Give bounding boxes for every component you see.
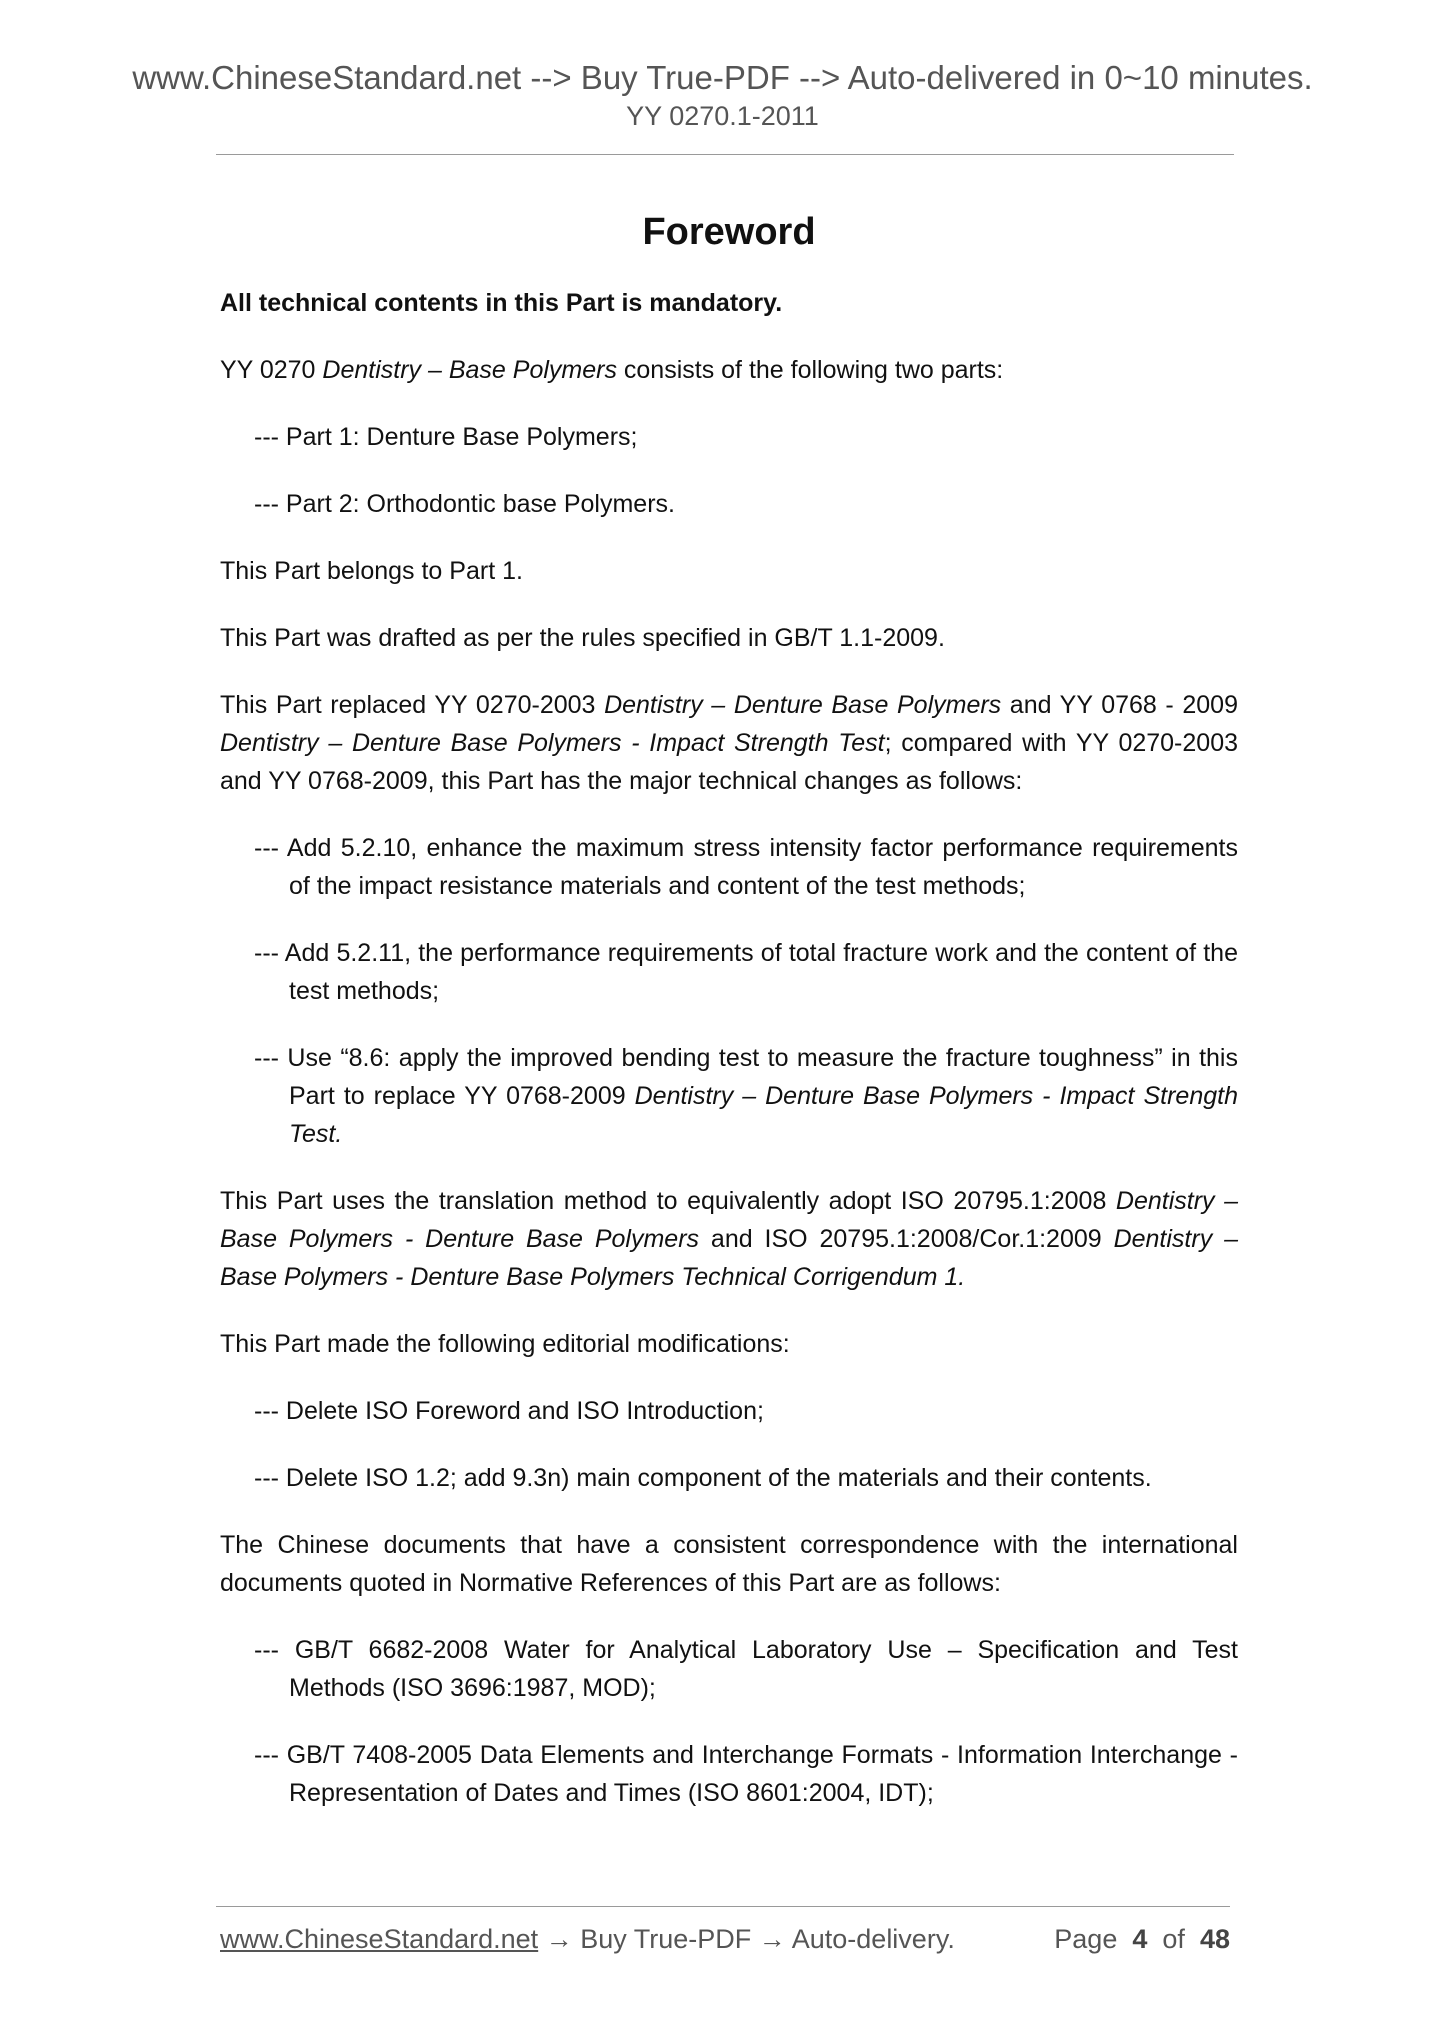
replaced-paragraph: This Part replaced YY 0270-2003 Dentistry – Denture Base Polymers and YY 0768 - 2009 Dentistry – Denture Base Polymers - Impact Strength Test; compared with YY 0270-2003 and YY 0768-2009, this Part has the major technical changes as follows:: [220, 691, 1238, 795]
drafted-paragraph: This Part was drafted as per the rules specified in GB/T 1.1-2009.: [220, 624, 945, 652]
page-header: [0, 58, 1445, 132]
reference-list-item: --- GB/T 6682-2008 Water for Analytical Laboratory Use – Specification and Test Methods (ISO 3696:1987, MOD);: [254, 1636, 1238, 1702]
footer-divider: [216, 1906, 1230, 1907]
iso-adoption-paragraph: This Part uses the translation method to equivalently adopt ISO 20795.1:2008 Dentistry – Base Polymers - Denture Base Polymers and ISO 20795.1:2008/Cor.1:2009 Dentistry – Base Polymers - Denture Base Polymers Technical Corrigendum 1.: [220, 1187, 1238, 1291]
editorial-list-item: --- Delete ISO 1.2; add 9.3n) main component of the materials and their contents.: [254, 1464, 1152, 1492]
footer-promo-text: → Buy True-PDF → Auto-delivery.: [538, 1924, 955, 1954]
part-list-item: --- Part 2: Orthodontic base Polymers.: [254, 490, 675, 518]
part-list-item: --- Part 1: Denture Base Polymers;: [254, 423, 638, 451]
editorial-list-item: --- Delete ISO Foreword and ISO Introduction;: [254, 1397, 764, 1425]
header-divider: [216, 154, 1234, 155]
belongs-paragraph: This Part belongs to Part 1.: [220, 557, 523, 585]
header-banner: www.ChineseStandard.net --> Buy True-PDF --> Auto-delivered in 0~10 minutes.: [132, 59, 1313, 96]
mandatory-statement: All technical contents in this Part is mandatory.: [220, 289, 783, 317]
current-page: 4: [1132, 1924, 1148, 1954]
total-pages: 48: [1199, 1924, 1230, 1954]
editorial-paragraph: This Part made the following editorial modifications:: [220, 1330, 790, 1358]
header-doc-number: YY 0270.1-2011: [626, 101, 819, 131]
change-list-item: --- Add 5.2.10, enhance the maximum stress intensity factor performance requirements of the impact resistance materials and content of the test methods;: [254, 834, 1238, 900]
document-body: [220, 208, 1238, 1841]
page-title: Foreword: [642, 211, 816, 253]
change-list-item: --- Add 5.2.11, the performance requirements of total fracture work and the content of the test methods;: [254, 939, 1238, 1005]
footer-promo: [220, 1922, 955, 1956]
reference-list-item: --- GB/T 7408-2005 Data Elements and Interchange Formats - Information Interchange - Representation of Dates and Times (ISO 8601:2004, IDT);: [254, 1741, 1238, 1807]
page-counter: Page 4 of 48: [1054, 1924, 1230, 1954]
parts-paragraph: YY 0270 Dentistry – Base Polymers consists of the following two parts:: [220, 356, 1004, 384]
change-list-item: --- Use “8.6: apply the improved bending test to measure the fracture toughness” in this Part to replace YY 0768-2009 Dentistry – Denture Base Polymers - Impact Strength Test.: [254, 1044, 1238, 1148]
chinese-documents-paragraph: The Chinese documents that have a consistent correspondence with the international documents quoted in Normative References of this Part are as follows:: [220, 1531, 1238, 1597]
footer-site-link[interactable]: www.ChineseStandard.net: [220, 1924, 539, 1954]
